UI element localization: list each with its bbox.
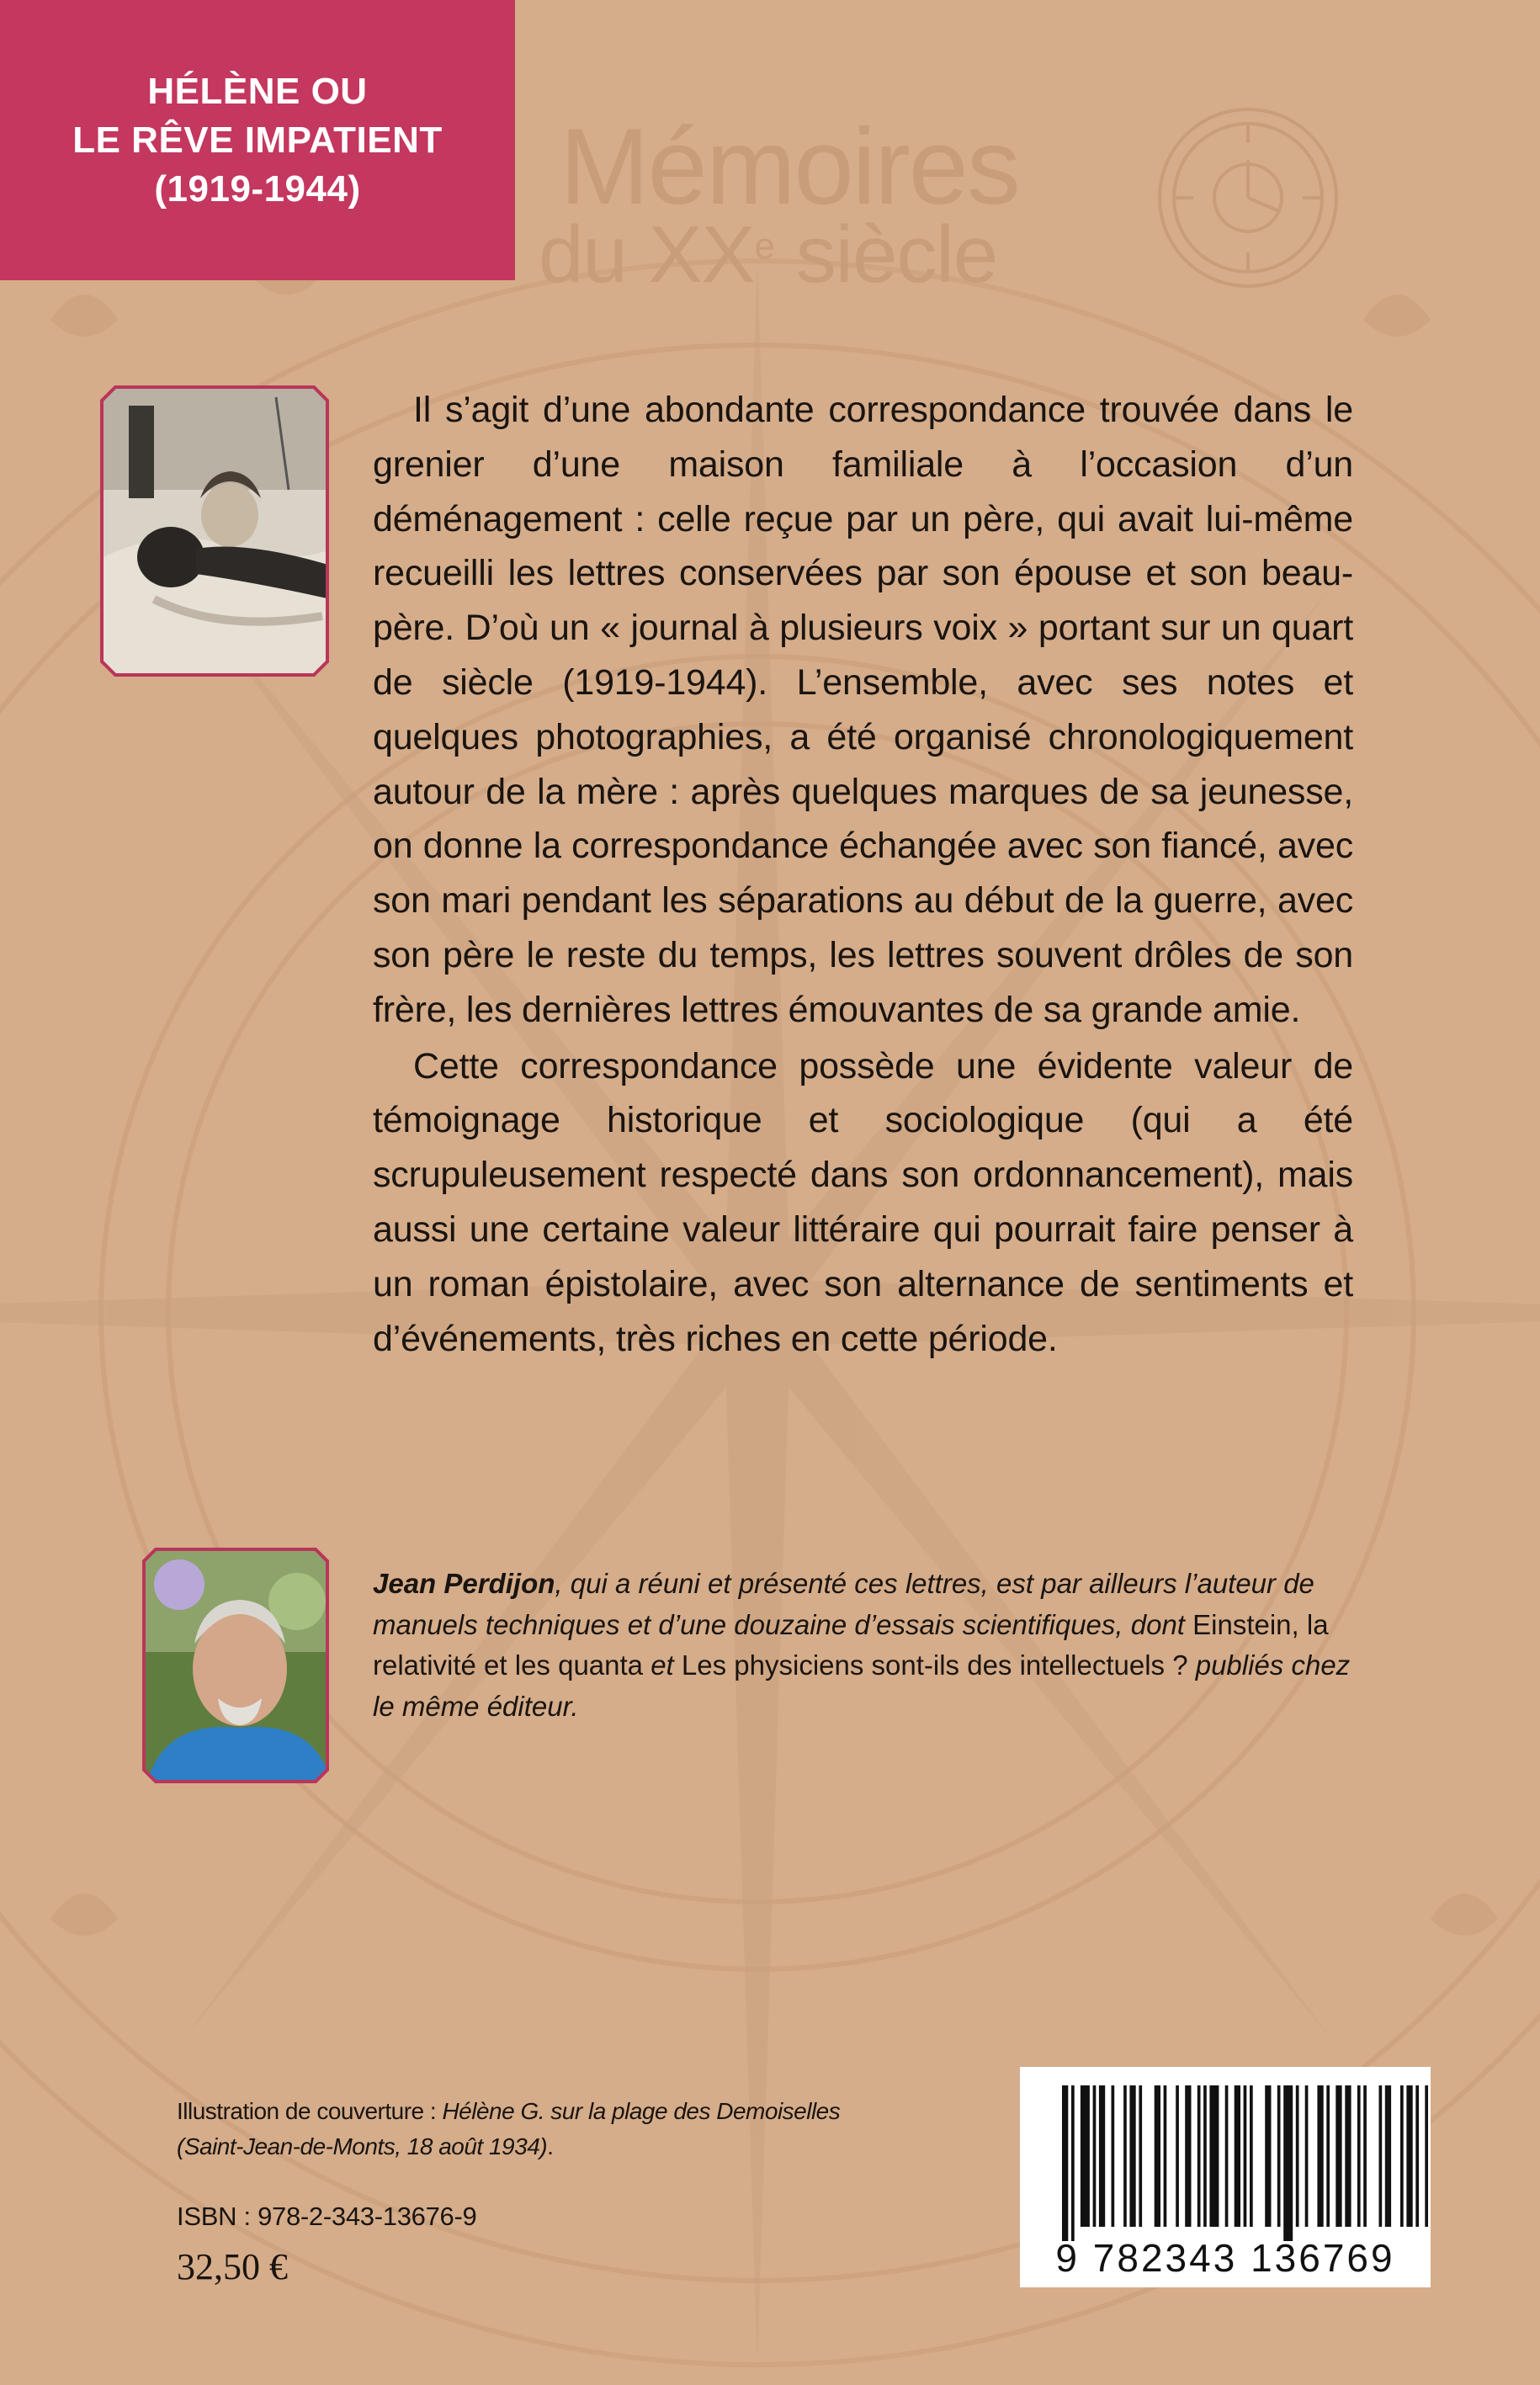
series-name-line-2 (539, 210, 998, 300)
barcode-bar (1385, 2085, 1391, 2227)
barcode-bar (1250, 2085, 1253, 2227)
author-book-2: Les physiciens sont-ils des intellectuels ? (673, 1649, 1196, 1681)
clock-icon (1151, 101, 1345, 295)
credit-caption-location: (Saint-Jean-de-Monts, 18 août 1934) (177, 2133, 548, 2159)
barcode-bar (1197, 2085, 1201, 2227)
series-suffix: siècle (774, 210, 998, 300)
blurb-paragraph-2: Cette correspondance possède une évidente valeur de témoignage historique et sociologique (qui a été scrupuleusement respecté dans son ordonnancement), mais aussi une certaine valeur littéraire qui pourrait faire penser à un roman épistolaire, avec son alternance de sentiments et d’événements, très riches en cette période. (373, 1045, 1353, 1359)
price: 32,50 € (177, 2246, 288, 2287)
barcode-bar (1244, 2085, 1247, 2227)
credit-label: Illustration de couverture : (177, 2098, 443, 2124)
author-bio-text-1: , qui a réuni et présenté ces lettres, est par ailleurs l’auteur de manuels techniques et d’une douzaine d’essais scientifiques, (373, 1568, 1314, 1640)
barcode-bar (1235, 2085, 1240, 2227)
barcode-bar (1139, 2085, 1142, 2227)
barcode-bar (1093, 2085, 1097, 2227)
beach-photo-illustration (104, 389, 329, 677)
barcode-bar (1062, 2085, 1068, 2241)
credit-caption: Hélène G. sur la plage des Demoiselles (442, 2098, 841, 2124)
back-cover-blurb (373, 383, 1353, 1368)
barcode-bar (1425, 2085, 1428, 2227)
barcode-bar (1283, 2085, 1293, 2241)
credit-period: . (547, 2133, 554, 2159)
barcode-bar (1129, 2085, 1135, 2227)
barcode-bar (1185, 2085, 1191, 2227)
barcode-bar (1406, 2085, 1412, 2227)
barcode-bar (1225, 2085, 1229, 2227)
barcode-bar (1203, 2085, 1207, 2227)
series-prefix: du XX (539, 210, 755, 300)
barcode-bar (1345, 2085, 1351, 2227)
author-bio-dont: dont (1130, 1608, 1185, 1640)
barcode-bar (1305, 2085, 1309, 2227)
series-superscript: e (754, 226, 774, 267)
barcode-bar (1209, 2085, 1219, 2227)
barcode-bar (1176, 2085, 1179, 2227)
title-line-1: HÉLÈNE OU (147, 70, 368, 112)
book-title-box (0, 0, 515, 280)
barcode-bar (1379, 2085, 1383, 2227)
barcode-bar (1265, 2085, 1271, 2227)
barcode-bar (1415, 2085, 1419, 2227)
series-name-line-1: Mémoires (560, 107, 1019, 227)
author-bio-text-2: publiés chez le même éditeur. (373, 1649, 1351, 1722)
barcode-bar (1112, 2085, 1115, 2227)
author-name: Jean Perdijon (373, 1568, 555, 1599)
barcode-bar (1326, 2085, 1330, 2227)
barcode (1020, 2067, 1431, 2287)
isbn: ISBN : 978-2-343-13676-9 (177, 2202, 477, 2231)
barcode-bar (1336, 2085, 1341, 2227)
barcode-bar (1277, 2085, 1281, 2227)
cover-illustration-credit (177, 2094, 934, 2165)
barcode-bar (1123, 2085, 1127, 2227)
barcode-bar (1099, 2085, 1105, 2227)
barcode-bar (1081, 2085, 1090, 2227)
credit-line-2 (177, 2129, 934, 2165)
barcode-bar (1363, 2085, 1367, 2227)
blurb-paragraph-1: Il s’agit d’une abondante correspondance trouvée dans le grenier d’une maison familiale à l’occasion d’un déménagement : celle reçue par un père, qui avait lui-même recueilli les lettres conservées par son épouse et son beau-père. D’où un « journal à plusieurs voix » portant sur un quart de siècle (1919-1944). L’ensemble, avec ses notes et quelques photographies, a été organisé chronologiquement autour de la mère : après quelques marques de sa jeunesse, on donne la correspondance échangée avec son fiancé, avec son mari pendant les séparations au début de la guerre, avec son père le reste du temps, les lettres souvent drôles de son frère, les dernières lettres émouvantes de sa grande amie. (373, 390, 1353, 1030)
credit-line-1 (177, 2094, 934, 2129)
author-bio (373, 1564, 1362, 1727)
author-book-1: Einstein, la relativité et les quanta (373, 1608, 1329, 1681)
barcode-bar (1296, 2085, 1299, 2227)
barcode-bar (1317, 2085, 1323, 2227)
title-line-2: LE RÊVE IMPATIENT (72, 119, 443, 161)
barcode-bar (1357, 2085, 1361, 2227)
title-line-3: (1919-1944) (154, 167, 361, 210)
author-photo (142, 1548, 329, 1783)
author-bio-et: et (651, 1649, 674, 1681)
barcode-bar (1400, 2085, 1404, 2227)
barcode-number: 9 782343 136769 (1055, 2236, 1395, 2280)
cover-photo-helene (100, 385, 329, 677)
barcode-bar (1164, 2085, 1167, 2227)
barcode-bar (1071, 2085, 1075, 2241)
author-portrait-illustration (146, 1551, 329, 1783)
barcode-bar (1155, 2085, 1160, 2227)
